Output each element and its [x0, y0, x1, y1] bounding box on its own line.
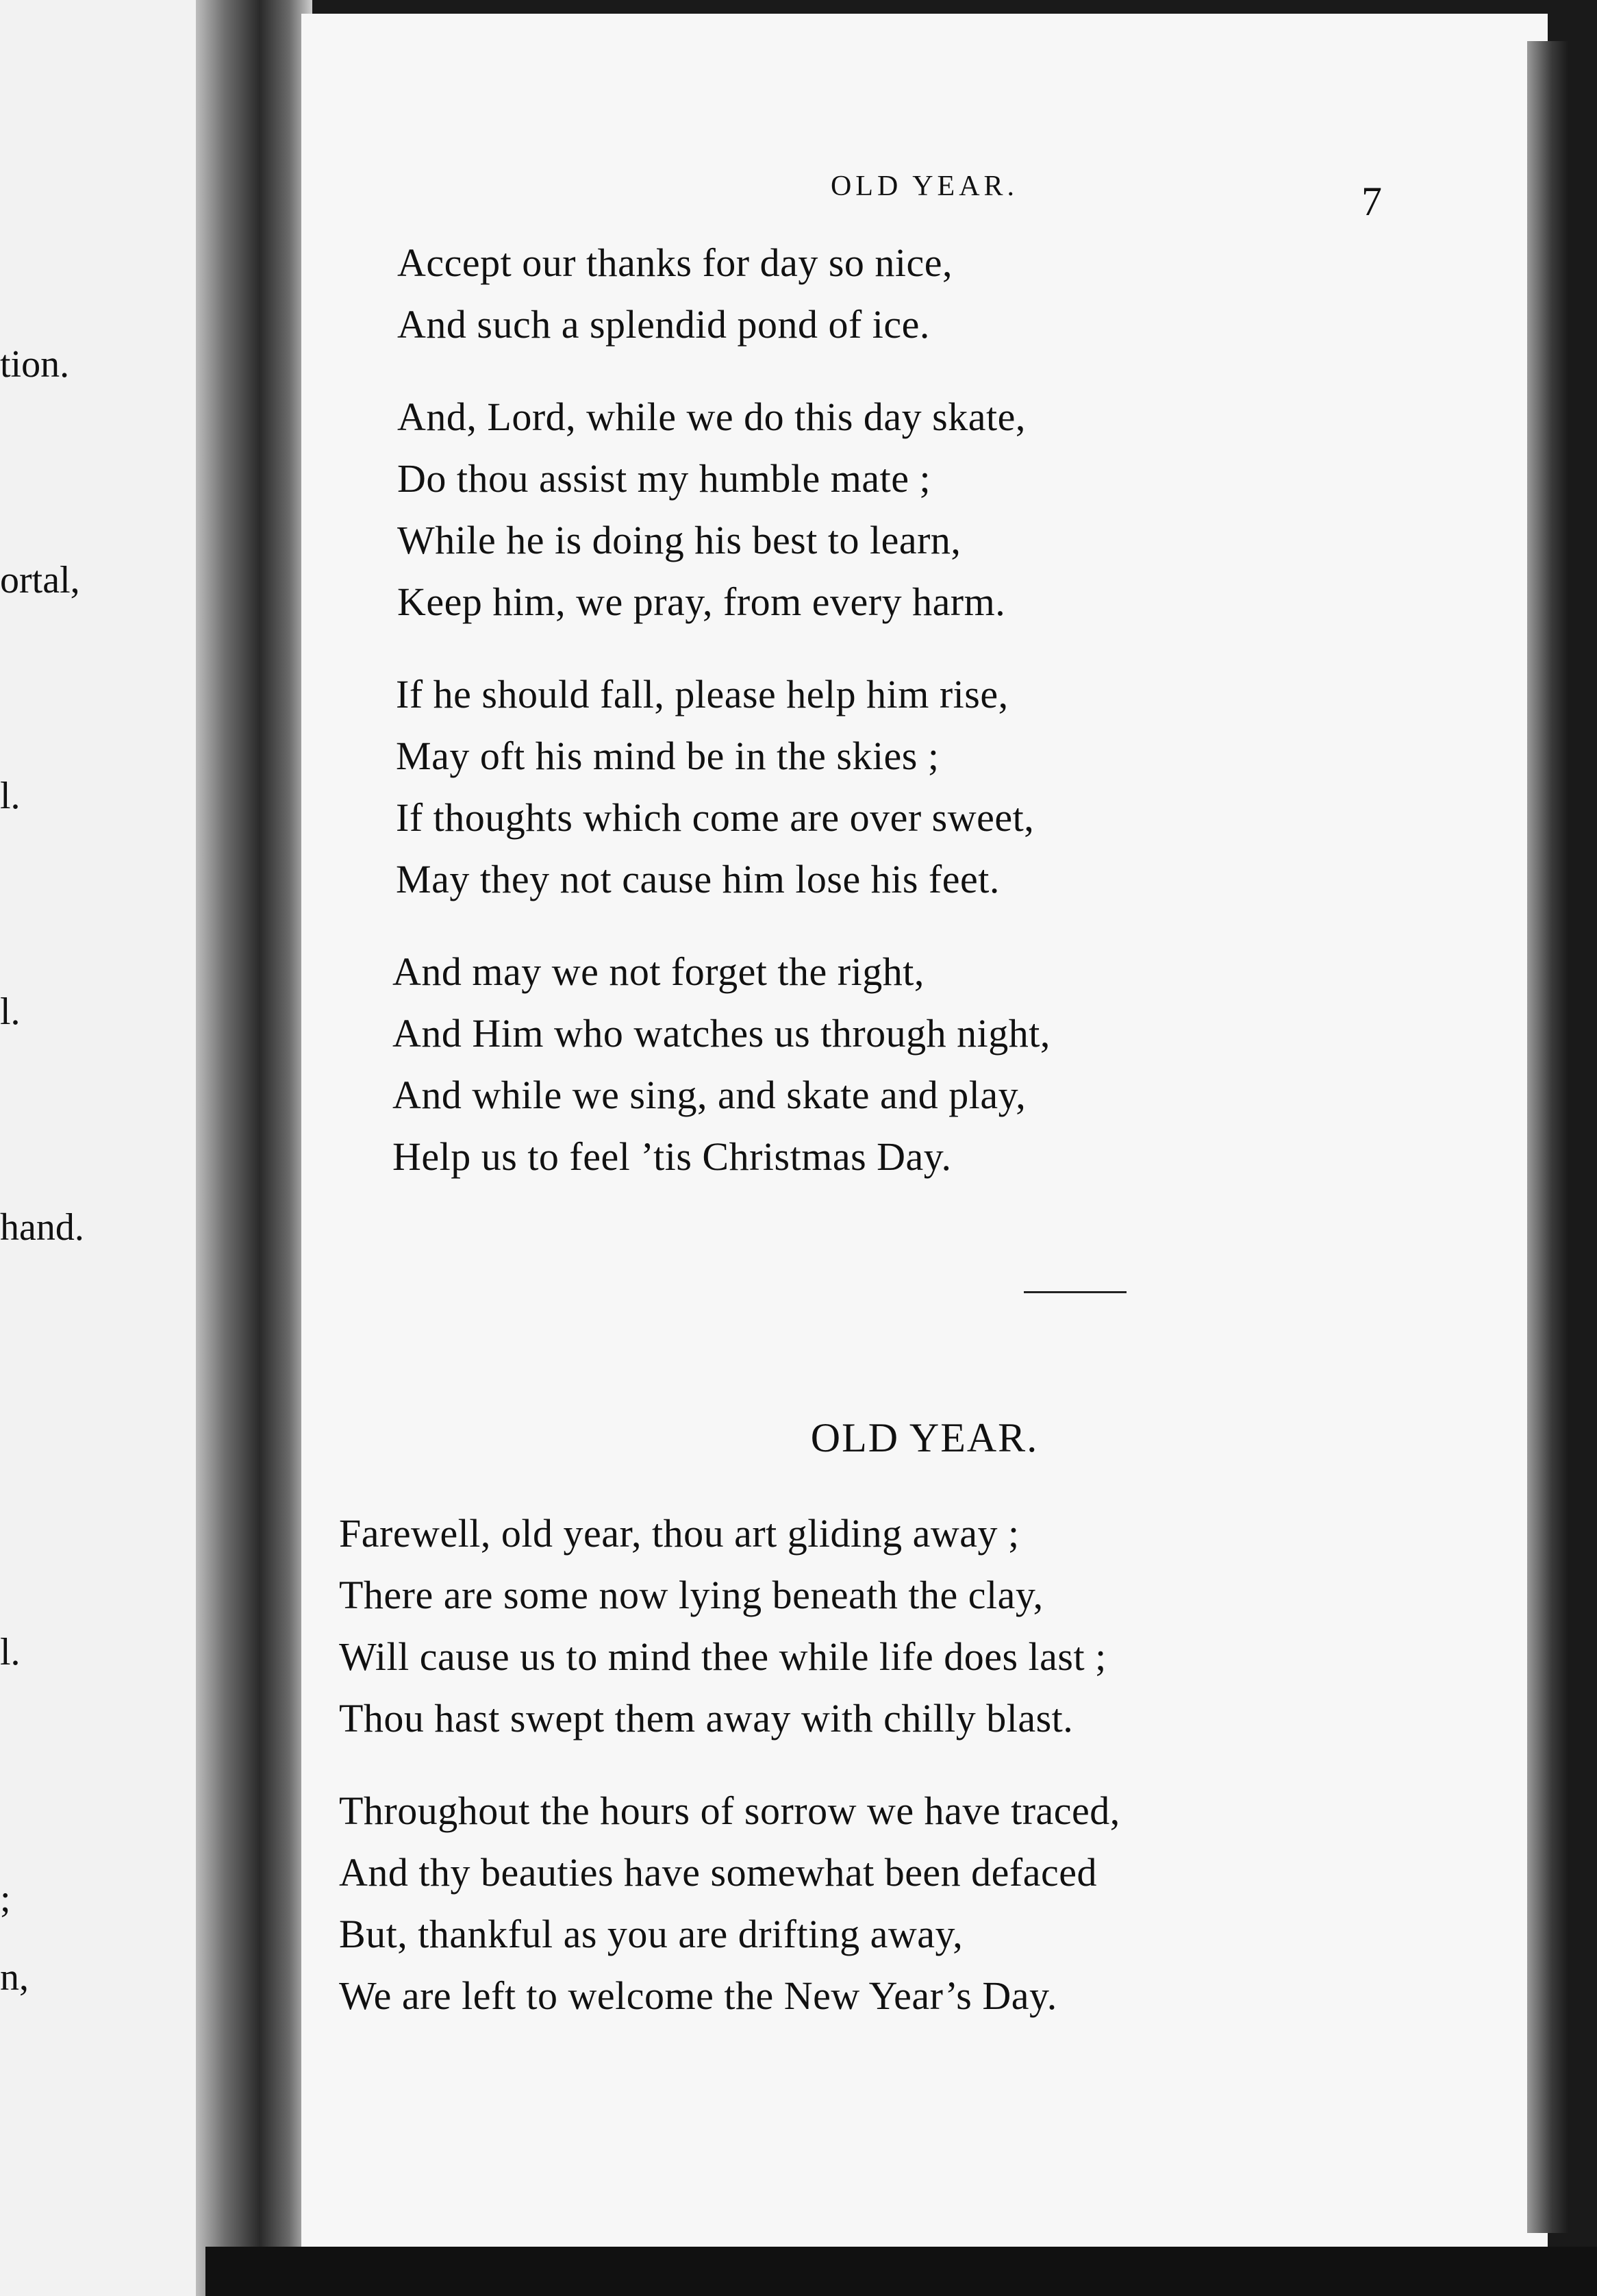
- left-page-fragment: ;: [0, 1877, 11, 1920]
- bottom-edge-shadow: [205, 2247, 1597, 2296]
- left-page-fragment: ortal,: [0, 559, 80, 601]
- left-page-fragment: hand.: [0, 1206, 84, 1249]
- poem-line: Thou hast swept them away with chilly blast.: [339, 1696, 1074, 1740]
- poem-line: Throughout the hours of sorrow we have traced,: [339, 1788, 1120, 1833]
- book-gutter: [196, 0, 312, 2296]
- left-page-fragment: tion.: [0, 343, 70, 386]
- poem-line: And while we sing, and skate and play,: [392, 1073, 1027, 1117]
- poem-line: Will cause us to mind thee while life does last ;: [339, 1634, 1107, 1679]
- poem-line: Accept our thanks for day so nice,: [397, 240, 953, 285]
- poem-line: And thy beauties have somewhat been defaced: [339, 1850, 1097, 1895]
- left-page-fragment: l.: [0, 990, 21, 1033]
- poem-line: And may we not forget the right,: [392, 949, 925, 994]
- poem-line: If thoughts which come are over sweet,: [396, 795, 1035, 840]
- poem-line: Help us to feel ’tis Christmas Day.: [392, 1134, 952, 1179]
- previous-page-edge: [0, 0, 205, 2296]
- poem-line: And such a splendid pond of ice.: [397, 302, 930, 347]
- poem-line: We are left to welcome the New Year’s Day.: [339, 1973, 1057, 2018]
- poem-line: Keep him, we pray, from every harm.: [397, 579, 1006, 624]
- poem-line: And Him who watches us through night,: [392, 1011, 1051, 1056]
- poem-line: Do thou assist my humble mate ;: [397, 456, 931, 501]
- poem-line: While he is doing his best to learn,: [397, 518, 961, 562]
- section-divider: [1024, 1291, 1127, 1293]
- left-page-fragment: l.: [0, 775, 21, 817]
- poem-line: There are some now lying beneath the clay,: [339, 1573, 1044, 1617]
- poem-line: If he should fall, please help him rise,: [396, 672, 1009, 716]
- poem-title: OLD YEAR.: [810, 1415, 1039, 1460]
- poem-line: Farewell, old year, thou art gliding away ;: [339, 1511, 1020, 1556]
- book-page: [301, 14, 1548, 2247]
- left-page-fragment: n,: [0, 1956, 29, 1999]
- poem-line: May oft his mind be in the skies ;: [396, 734, 940, 778]
- page-number: 7: [1361, 179, 1382, 224]
- left-page-fragment: l.: [0, 1631, 21, 1673]
- running-title: OLD YEAR.: [830, 171, 1019, 202]
- poem-line: But, thankful as you are drifting away,: [339, 1912, 964, 1956]
- poem-line: And, Lord, while we do this day skate,: [397, 395, 1026, 439]
- page-edge-shadow: [1527, 41, 1568, 2233]
- poem-line: May they not cause him lose his feet.: [396, 857, 1000, 901]
